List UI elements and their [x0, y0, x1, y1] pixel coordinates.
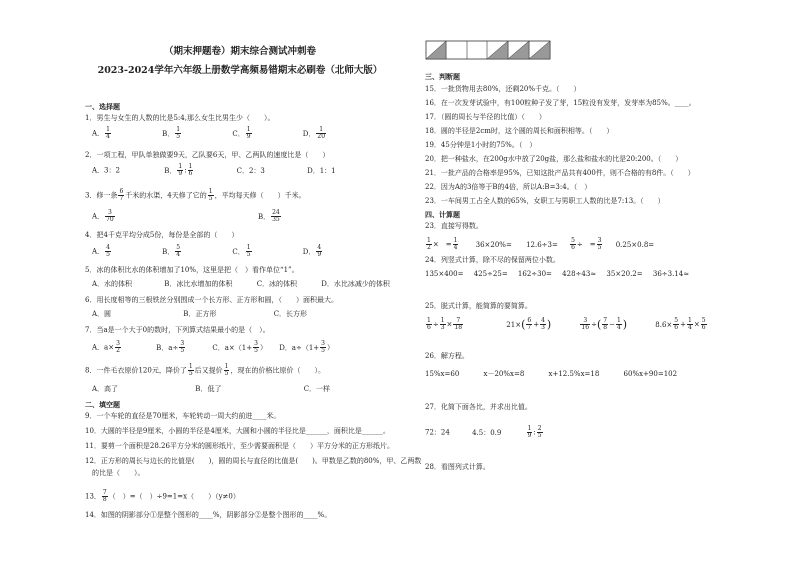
question-6: 6．用长度相等的三根铁丝分别围成一个长方形、正方形和圆，（ ）面积最大。 [85, 296, 338, 304]
question-26-title: 25．脱式计算，能简算的要简算。 [425, 302, 532, 310]
question-21: 21．一批产品的合格率是95%，已知这批产品共有400件，则不合格的有8件。（ ） [425, 169, 695, 177]
question-19: 19．45分钟是1小时的75%。（ ） [425, 141, 537, 149]
exam-title: （期末押题卷）期末综合测试冲刺卷 [163, 46, 316, 57]
question-4: 4．把4千克平均分成5份，每份是全部的（ ） [85, 231, 239, 239]
question-8: 8．一件毛衣原价120元，降价了 $\frac{1}{5}$ 后又提价 $\frac{1}{5}$ ，现在的价格比原价（ ）。 [85, 363, 325, 377]
question-12-cont: 的比是（ ）。 [92, 469, 145, 477]
question-1: 1．男生与女生的人数的比是5:4,那么女生比男生少（ ）。 [85, 114, 275, 122]
q5-options: A．水的体积 B．冰比水增加的体积 C．冰的体积 D．水比冰减少的体积 [92, 280, 390, 288]
question-27-title: 26．解方程。 [425, 352, 469, 360]
section-calc: 四、计算题 [425, 210, 460, 219]
q8-options: A．高了 B．低了 C．一样 [92, 385, 331, 393]
q7-options: A．a× $\frac{3}{2}$ B．a÷ $\frac{3}{5}$ C．a×（1+ $\frac{3}{5}$ ） D．a÷（1+ $\frac{3}{5}$ ） [92, 340, 334, 354]
question-24-title: 23．直接写得数。 [425, 222, 483, 230]
section-choice: 一、选择题 [85, 102, 120, 111]
section-judge: 三、判断题 [425, 72, 460, 81]
question-3: 3．修一条 $\frac{6}{7}$ 千米的水渠，4天修了它的 $\frac{1}{5}$ ，平均每天修（ ）千米。 [85, 188, 306, 202]
question-17: 17．（圆的周长与半径的比值）（ ） [425, 113, 546, 121]
question-7: 7．当a是一个大于0的数时，下列算式结果最小的是（ ）。 [85, 326, 270, 334]
question-28-title: 27．化简下面各比，并求出比值。 [425, 403, 532, 411]
q25-items: 135×400= 425÷25= 162÷30= 428÷43≈ 35×20.2= 36÷3.14≈ [425, 270, 690, 278]
question-23: 23．一车间男工占全人数的65%，女职工与男职工人数的比是7:13。（ ） [425, 197, 665, 205]
question-16: 16．在一次发芽试验中，有100粒种子发了芽，15粒没有发芽，发芽率为85%。____。 [425, 99, 696, 107]
q4-options: A． $\frac{4}{5}$ B． $\frac{5}{4}$ C． $\frac{1}{5}$ D． $\frac{4}{9}$ [92, 244, 322, 258]
question-18: 18．圆的半径是2cm时，这个圆的周长和面积相等。（ ） [425, 127, 614, 135]
exam-subtitle: 2023-2024学年六年级上册数学高频易错期末必刷卷（北师大版） [97, 65, 383, 76]
question-10: 10．大圆的半径是9厘米，小圆的半径是4厘米，大圆和小圆的半径比是______，面积比是______。 [85, 427, 390, 435]
question-12: 12．正方形的周长与边长的比值是( )，圆的周长与直径的比值是( )。甲数是乙数的80%，甲、乙两数 [85, 457, 422, 465]
shaded-figure [425, 40, 551, 60]
question-14: 14．如图的阴影部分①是整个图形的____%，阴影部分②是整个图形的____%。 [85, 511, 332, 519]
q28-items: 72：24 4.5：0.9 $\frac{1}{9}$ : $\frac{2}{5}$ [425, 425, 542, 439]
question-13: 13． $\frac{7}{8}$ （ ）=（ ）÷9=1=x（ ）（y≠0） [85, 489, 240, 503]
question-20: 20．把一种盐水，在200g水中放了20g盐，那么盐和盐水的比是20:200。（ ） [425, 155, 683, 163]
q6-options: A．圆 B．正方形 C．长方形 [92, 310, 308, 318]
question-9: 9．一个车轮的直径是70厘米，车轮转动一周大约前进____米。 [85, 412, 281, 420]
q26-items: $\frac{1}{6}$ ÷ $\frac{1}{3}$ × $\frac{7}{18}$ 21×( $\frac{6}{7}$ + $\frac{4}{3}$ ) $\frac{3}{16}$ ÷( $\frac{7}{8}$ − $\frac{1}{4}$ ) 8.6× $\frac{5}{6}$ + $\frac{1}{4}$ × $\frac{5}{6}$ [427, 317, 706, 331]
question-15: 15．一批货物用去80%，还剩20%千克。（ ） [425, 85, 581, 93]
q3-options: A． $\frac{3}{70}$ B． $\frac{24}{35}$ [92, 209, 280, 223]
question-29-title: 28．看图列式计算。 [425, 463, 490, 471]
q1-options: A． $\frac{1}{4}$ B． $\frac{1}{5}$ C． $\frac{1}{9}$ D． $\frac{1}{20}$ [92, 126, 326, 140]
q2-options: A．3：2 B． $\frac{1}{9}$ : $\frac{1}{6}$ C．2：3 D．1：1 [92, 163, 336, 177]
section-fill: 二、填空题 [85, 400, 120, 409]
question-25-title: 24．列竖式计算，除不尽的保留两位小数。 [425, 256, 560, 264]
question-22: 22．因为A的3倍等于B的4倍，所以A:B=3:4。（ ） [425, 183, 592, 191]
q27-items: 15%x=60 x－20%x=8 x+12.5%x=18 60%x+90=102 [425, 370, 678, 378]
question-11: 11．要剪一个面积是28.26平方分米的圆形纸片，至少需要面积是（ ）平方分米的正方形纸片。 [85, 442, 394, 450]
question-5: 5．冰的体积比水的体积增加了10%，这里是把（ ）看作单位“1”。 [85, 266, 299, 274]
question-2: 2．一项工程，甲队单独做要9天，乙队要6天，甲、乙两队的速度比是（ ） [85, 151, 330, 159]
q24-items: $\frac{1}{2}$ × = $\frac{1}{4}$ 36×20%= 12.6÷3= $\frac{5}{6}$ ÷ = $\frac{3}{5}$ 0.25×0.8= [427, 237, 655, 251]
